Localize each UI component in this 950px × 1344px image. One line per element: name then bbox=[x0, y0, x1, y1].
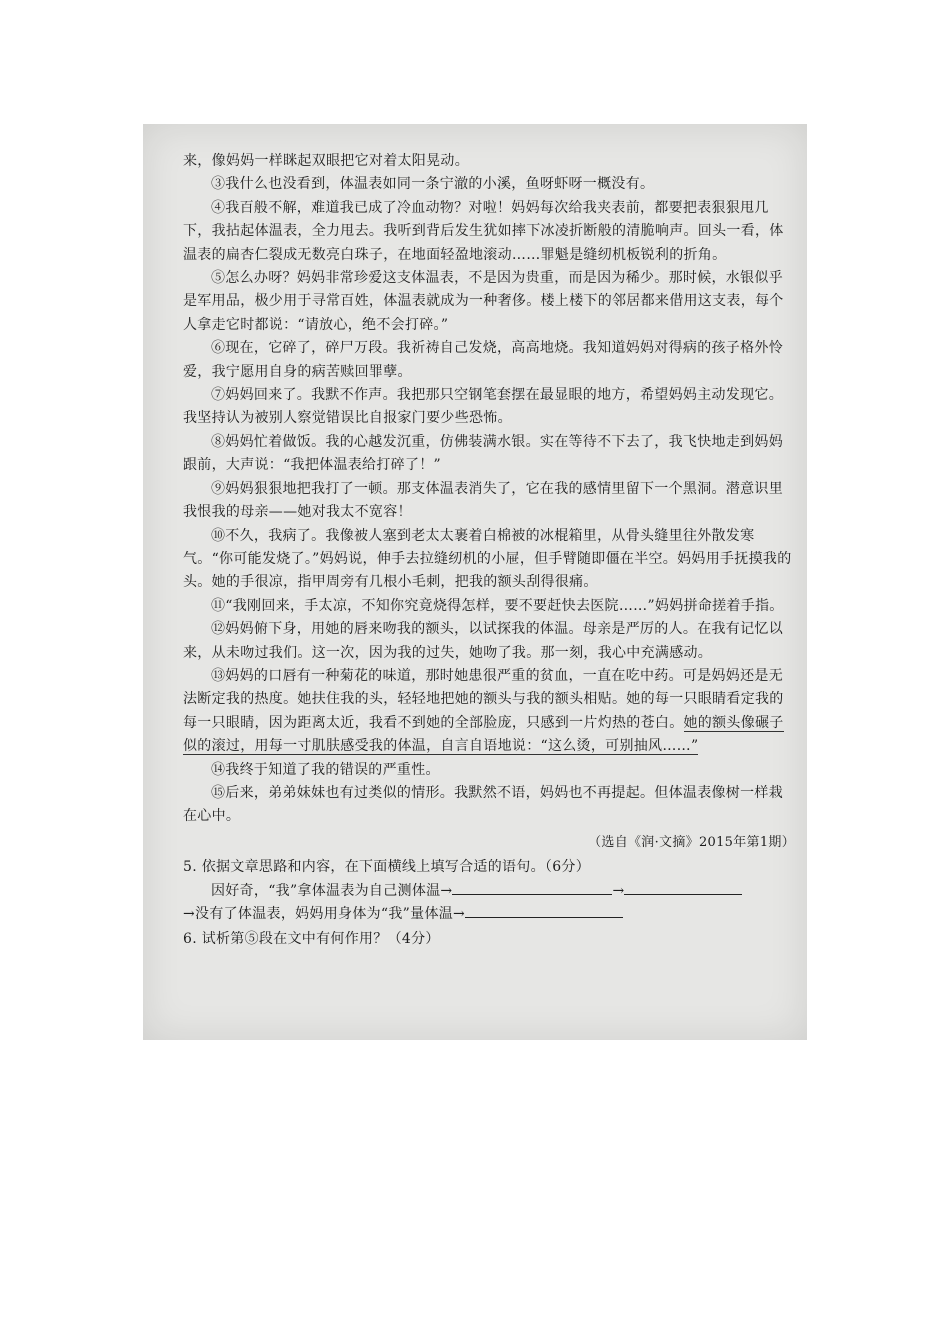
paragraph-5: ⑤怎么办呀？妈妈非常珍爱这支体温表，不是因为贵重，而是因为稀少。那时候，水银似乎是军用品，极少用于寻常百姓，体温表就成为一种奢侈。楼上楼下的邻居都来借用这支表，每个人拿走它时都说：“请放心，绝不会打碎。” bbox=[183, 270, 784, 333]
paragraph-4: ④我百般不解，难道我已成了冷血动物？对啦！妈妈每次给我夹表前，都要把表狠狠甩几下，我拈起体温表，全力甩去。我听到背后发生犹如摔下冰凌折断般的清脆响声。回头一看，体温表的扁杏仁裂成无数亮白珠子，在地面轻盈地滚动……罪魁是缝纫机板锐利的折角。 bbox=[183, 199, 784, 263]
paragraph-11: ⑪“我刚回来，手太凉，不知你究竟烧得怎样，要不要赶快去医院……”妈妈拼命搓着手指。 bbox=[211, 597, 784, 614]
paragraph-9: ⑨妈妈狠狠地把我打了一顿。那支体温表消失了，它在我的感情里留下一个黑洞。潜意识里我恨我的母亲——她对我太不宽容！ bbox=[183, 480, 783, 521]
paragraph-14: ⑭我终于知道了我的错误的严重性。 bbox=[211, 761, 440, 778]
underlined-sentence: 她的额头像碾子似的滚过，用每一寸肌肤感受我的体温，自言自语地说：“这么烫，可别抽风……” bbox=[183, 714, 784, 755]
answer-blank-3[interactable] bbox=[465, 903, 623, 918]
question-5-stem: 5. 依据文章思路和内容，在下面横线上填写合适的语句。（6分） bbox=[183, 859, 591, 876]
q5-line1-text: 因好奇，“我”拿体温表为自己测体温→ bbox=[211, 882, 453, 899]
paragraph-13 bbox=[183, 665, 795, 759]
article-body bbox=[183, 150, 795, 952]
q5-line2-text: →没有了体温表，妈妈用身体为“我”量体温→ bbox=[183, 906, 466, 922]
paragraph-15: ⑮后来，弟弟妹妹也有过类似的情形。我默然不语，妈妈也不再提起。但体温表像树一样栽在心中。 bbox=[183, 784, 783, 825]
scanned-page-photo bbox=[143, 124, 807, 1040]
paragraph-12: ⑫妈妈俯下身，用她的唇来吻我的额头，以试探我的体温。母亲是严厉的人。在我有记忆以来，从未吻过我们。这一次，因为我的过失，她吻了我。那一刻，我心中充满感动。 bbox=[183, 621, 783, 661]
question-5-line-2 bbox=[183, 903, 795, 926]
paragraph-10: ⑩不久，我病了。我像被人塞到老太太裹着白棉被的冰棍箱里，从骨头缝里往外散发寒气。“你可能发烧了。”妈妈说，伸手去拉缝纫机的小屉，但手臂随即僵在半空。妈妈用手抚摸我的头。她的手很凉，指甲周旁有几根小毛刺，把我的额头刮得很痛。 bbox=[183, 527, 792, 591]
answer-blank-2[interactable] bbox=[624, 880, 742, 895]
paragraph-3: ③我什么也没看到，体温表如同一条宁澈的小溪，鱼呀虾呀一概没有。 bbox=[211, 176, 655, 193]
question-5-line-1 bbox=[183, 880, 795, 903]
arrow-symbol: → bbox=[612, 882, 625, 899]
source-citation: （选自《润·文摘》2015年第1期） bbox=[588, 834, 795, 850]
paragraph-8: ⑧妈妈忙着做饭。我的心越发沉重，仿佛装满水银。实在等待不下去了，我飞快地走到妈妈跟前，大声说：“我把体温表给打碎了！” bbox=[183, 433, 783, 474]
question-6-stem: 6. 试析第⑤段在文中有何作用？（4分） bbox=[183, 931, 440, 948]
answer-blank-1[interactable] bbox=[452, 880, 612, 895]
paragraph-6: ⑥现在，它碎了，碎尸万段。我祈祷自己发烧，高高地烧。我知道妈妈对得病的孩子格外怜爱，我宁愿用自身的病苦赎回罪孽。 bbox=[183, 340, 783, 380]
paragraph-13-text: ⑬妈妈的口唇有一种菊花的味道，那时她患很严重的贫血，一直在吃中药。可是妈妈还是无法断定我的热度。她扶住我的头，轻轻地把她的额头与我的额头相贴。她的每一只眼睛看定我的每一只眼睛，因为距离太近，我看不到她的全部脸庞，只感到一片灼热的苍白。 bbox=[183, 667, 784, 731]
paragraph-continuation: 来，像妈妈一样眯起双眼把它对着太阳晃动。 bbox=[183, 153, 469, 169]
paragraph-7: ⑦妈妈回来了。我默不作声。我把那只空钢笔套摆在最显眼的地方，希望妈妈主动发现它。我坚持认为被别人察觉错误比自报家门要少些恐怖。 bbox=[183, 387, 783, 427]
